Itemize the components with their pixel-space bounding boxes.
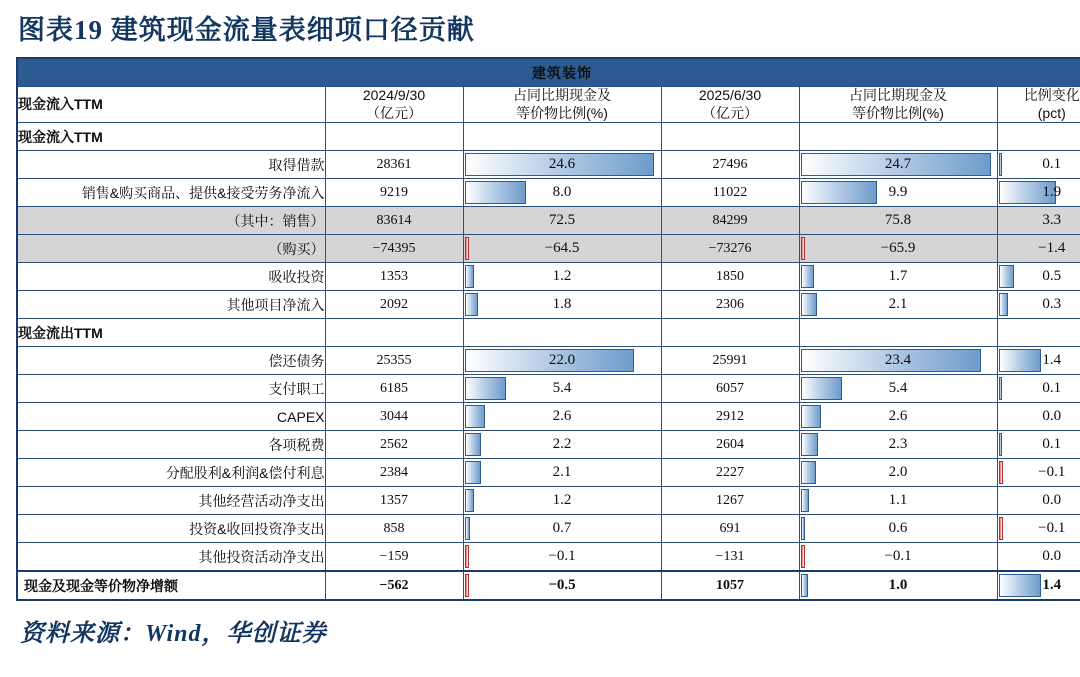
pct-bar-2024: [463, 515, 661, 543]
value-2025: −73276: [661, 235, 799, 263]
delta-value: 3.3: [1042, 212, 1062, 228]
row-label: 各项税费: [17, 431, 325, 459]
section-label: 现金流出TTM: [17, 319, 325, 347]
row-label: 取得借款: [17, 151, 325, 179]
delta-bar: [997, 347, 1080, 375]
value-2024: −562: [325, 571, 463, 600]
pct-value-2024: 1.2: [552, 492, 572, 508]
pct-value-2024: 22.0: [548, 352, 576, 368]
pct-bar-2024: [463, 487, 661, 515]
pct-value-2024: 2.1: [552, 464, 572, 480]
table-section-row: [17, 319, 1080, 347]
pct-bar-2024: [463, 571, 661, 600]
table-row: [17, 207, 1080, 235]
pct-bar-2025: [799, 291, 997, 319]
pct-value-2025: 75.8: [884, 212, 912, 228]
value-2024: 1357: [325, 487, 463, 515]
table-row: [17, 291, 1080, 319]
pct-bar-2024: [463, 403, 661, 431]
row-label: （其中：销售）: [17, 207, 325, 235]
table-band-header: 建筑装饰: [17, 58, 1080, 87]
pct-value-2025: 24.7: [884, 156, 912, 172]
delta-value: 1.4: [1042, 577, 1062, 593]
delta-bar: [997, 207, 1080, 235]
value-2025: 25991: [661, 347, 799, 375]
pct-value-2024: −0.1: [548, 548, 576, 564]
delta-value: 0.5: [1042, 268, 1062, 284]
value-2024: 28361: [325, 151, 463, 179]
row-label: 吸收投资: [17, 263, 325, 291]
pct-bar-2024: [463, 263, 661, 291]
delta-bar: [997, 459, 1080, 487]
value-2025: 27496: [661, 151, 799, 179]
row-label: 销售&购买商品、提供&接受劳务净流入: [17, 179, 325, 207]
delta-bar: [997, 403, 1080, 431]
section-empty-cell: [661, 123, 799, 151]
value-2024: 25355: [325, 347, 463, 375]
delta-bar: [997, 431, 1080, 459]
pct-bar-2024: [463, 179, 661, 207]
pct-bar-2024: [463, 291, 661, 319]
pct-value-2025: 0.6: [888, 520, 908, 536]
pct-bar-2025: [799, 179, 997, 207]
value-2025: 1057: [661, 571, 799, 600]
value-2025: 11022: [661, 179, 799, 207]
pct-value-2024: 72.5: [548, 212, 576, 228]
pct-bar-2025: [799, 403, 997, 431]
value-2024: 3044: [325, 403, 463, 431]
pct-bar-2025: [799, 431, 997, 459]
delta-bar: [997, 151, 1080, 179]
value-2025: 691: [661, 515, 799, 543]
pct-value-2025: 2.3: [888, 436, 908, 452]
row-label: （购买）: [17, 235, 325, 263]
column-header: 2024/9/30 （亿元）: [325, 87, 463, 123]
value-2025: 2227: [661, 459, 799, 487]
pct-value-2025: 5.4: [888, 380, 908, 396]
pct-value-2025: 2.0: [888, 464, 908, 480]
pct-bar-2025: [799, 571, 997, 600]
value-2024: 2092: [325, 291, 463, 319]
pct-bar-2025: [799, 263, 997, 291]
delta-bar: [997, 235, 1080, 263]
pct-value-2024: −64.5: [544, 240, 580, 256]
delta-value: 0.0: [1042, 408, 1062, 424]
pct-value-2024: 1.2: [552, 268, 572, 284]
pct-bar-2024: [463, 431, 661, 459]
delta-value: 0.1: [1042, 380, 1062, 396]
section-empty-cell: [997, 123, 1080, 151]
value-2024: −74395: [325, 235, 463, 263]
table-row: [17, 403, 1080, 431]
delta-value: −0.1: [1038, 464, 1066, 480]
section-empty-cell: [325, 123, 463, 151]
table-total-row: [17, 571, 1080, 600]
value-2024: 1353: [325, 263, 463, 291]
delta-value: 0.3: [1042, 296, 1062, 312]
section-empty-cell: [661, 319, 799, 347]
column-header: 2025/6/30 （亿元）: [661, 87, 799, 123]
pct-value-2024: 8.0: [552, 184, 572, 200]
value-2024: 858: [325, 515, 463, 543]
delta-value: 1.4: [1042, 352, 1062, 368]
value-2024: −159: [325, 543, 463, 572]
section-empty-cell: [799, 319, 997, 347]
pct-value-2025: 1.1: [888, 492, 908, 508]
table-row: [17, 263, 1080, 291]
row-label: 其他项目净流入: [17, 291, 325, 319]
row-label: 分配股利&利润&偿付利息: [17, 459, 325, 487]
delta-bar: [997, 291, 1080, 319]
table-row: [17, 235, 1080, 263]
pct-bar-2025: [799, 347, 997, 375]
pct-value-2025: 1.0: [888, 577, 908, 593]
row-label: CAPEX: [17, 403, 325, 431]
delta-value: −0.1: [1038, 520, 1066, 536]
pct-value-2025: 1.7: [888, 268, 908, 284]
value-2025: 2604: [661, 431, 799, 459]
pct-bar-2025: [799, 543, 997, 572]
pct-value-2024: 24.6: [548, 156, 576, 172]
pct-value-2024: 2.6: [552, 408, 572, 424]
row-label: 支付职工: [17, 375, 325, 403]
delta-bar: [997, 375, 1080, 403]
delta-value: 0.0: [1042, 492, 1062, 508]
pct-bar-2025: [799, 375, 997, 403]
pct-bar-2024: [463, 207, 661, 235]
row-label: 其他投资活动净支出: [17, 543, 325, 572]
pct-bar-2025: [799, 235, 997, 263]
column-header: 占同比期现金及 等价物比例(%): [463, 87, 661, 123]
pct-value-2024: 1.8: [552, 296, 572, 312]
pct-bar-2024: [463, 543, 661, 572]
row-label: 投资&收回投资净支出: [17, 515, 325, 543]
pct-value-2024: 5.4: [552, 380, 572, 396]
pct-value-2024: −0.5: [548, 577, 576, 593]
pct-bar-2024: [463, 459, 661, 487]
pct-value-2025: 2.1: [888, 296, 908, 312]
section-empty-cell: [463, 123, 661, 151]
page-title: 图表19 建筑现金流量表细项口径贡献: [18, 15, 475, 45]
value-2025: 6057: [661, 375, 799, 403]
pct-bar-2025: [799, 515, 997, 543]
row-label: 其他经营活动净支出: [17, 487, 325, 515]
value-2025: 1850: [661, 263, 799, 291]
pct-bar-2024: [463, 235, 661, 263]
pct-bar-2024: [463, 151, 661, 179]
pct-bar-2024: [463, 347, 661, 375]
pct-bar-2025: [799, 207, 997, 235]
delta-value: 0.1: [1042, 156, 1062, 172]
delta-value: 0.0: [1042, 548, 1062, 564]
section-empty-cell: [463, 319, 661, 347]
table-row: [17, 543, 1080, 572]
table-body: [17, 58, 1080, 600]
row-label: 现金及现金等价物净增额: [17, 571, 325, 600]
value-2024: 83614: [325, 207, 463, 235]
section-label: 现金流入TTM: [17, 123, 325, 151]
pct-bar-2025: [799, 459, 997, 487]
pct-value-2025: −65.9: [880, 240, 916, 256]
value-2024: 6185: [325, 375, 463, 403]
delta-bar: [997, 543, 1080, 572]
value-2025: −131: [661, 543, 799, 572]
table-row: [17, 375, 1080, 403]
value-2024: 2384: [325, 459, 463, 487]
pct-value-2024: 2.2: [552, 436, 572, 452]
delta-value: 1.9: [1042, 184, 1062, 200]
pct-bar-2025: [799, 487, 997, 515]
pct-value-2025: −0.1: [884, 548, 912, 564]
delta-bar: [997, 487, 1080, 515]
table-row: [17, 487, 1080, 515]
pct-value-2025: 9.9: [888, 184, 908, 200]
section-empty-cell: [799, 123, 997, 151]
row-label: 偿还债务: [17, 347, 325, 375]
table-row: [17, 459, 1080, 487]
value-2025: 2306: [661, 291, 799, 319]
table-column-header-row: [17, 87, 1080, 123]
section-empty-cell: [325, 319, 463, 347]
value-2024: 2562: [325, 431, 463, 459]
value-2025: 84299: [661, 207, 799, 235]
table-section-row: [17, 123, 1080, 151]
delta-bar: [997, 515, 1080, 543]
delta-bar: [997, 571, 1080, 600]
column-header: 占同比期现金及 等价物比例(%): [799, 87, 997, 123]
value-2025: 2912: [661, 403, 799, 431]
delta-bar: [997, 179, 1080, 207]
table-row: [17, 515, 1080, 543]
pct-value-2024: 0.7: [552, 520, 572, 536]
pct-value-2025: 23.4: [884, 352, 912, 368]
delta-value: 0.1: [1042, 436, 1062, 452]
delta-value: −1.4: [1038, 240, 1066, 256]
table-row: [17, 179, 1080, 207]
cashflow-table: [16, 57, 1080, 601]
column-header: 比例变化 (pct): [997, 87, 1080, 123]
table-row: [17, 347, 1080, 375]
table-row: [17, 431, 1080, 459]
table-header-band-row: [17, 58, 1080, 87]
value-2025: 1267: [661, 487, 799, 515]
source-note: 资料来源：Wind，华创证券: [20, 621, 327, 647]
delta-bar: [997, 263, 1080, 291]
column-header: 现金流入TTM: [17, 87, 325, 123]
pct-value-2025: 2.6: [888, 408, 908, 424]
pct-bar-2024: [463, 375, 661, 403]
table-row: [17, 151, 1080, 179]
value-2024: 9219: [325, 179, 463, 207]
section-empty-cell: [997, 319, 1080, 347]
pct-bar-2025: [799, 151, 997, 179]
